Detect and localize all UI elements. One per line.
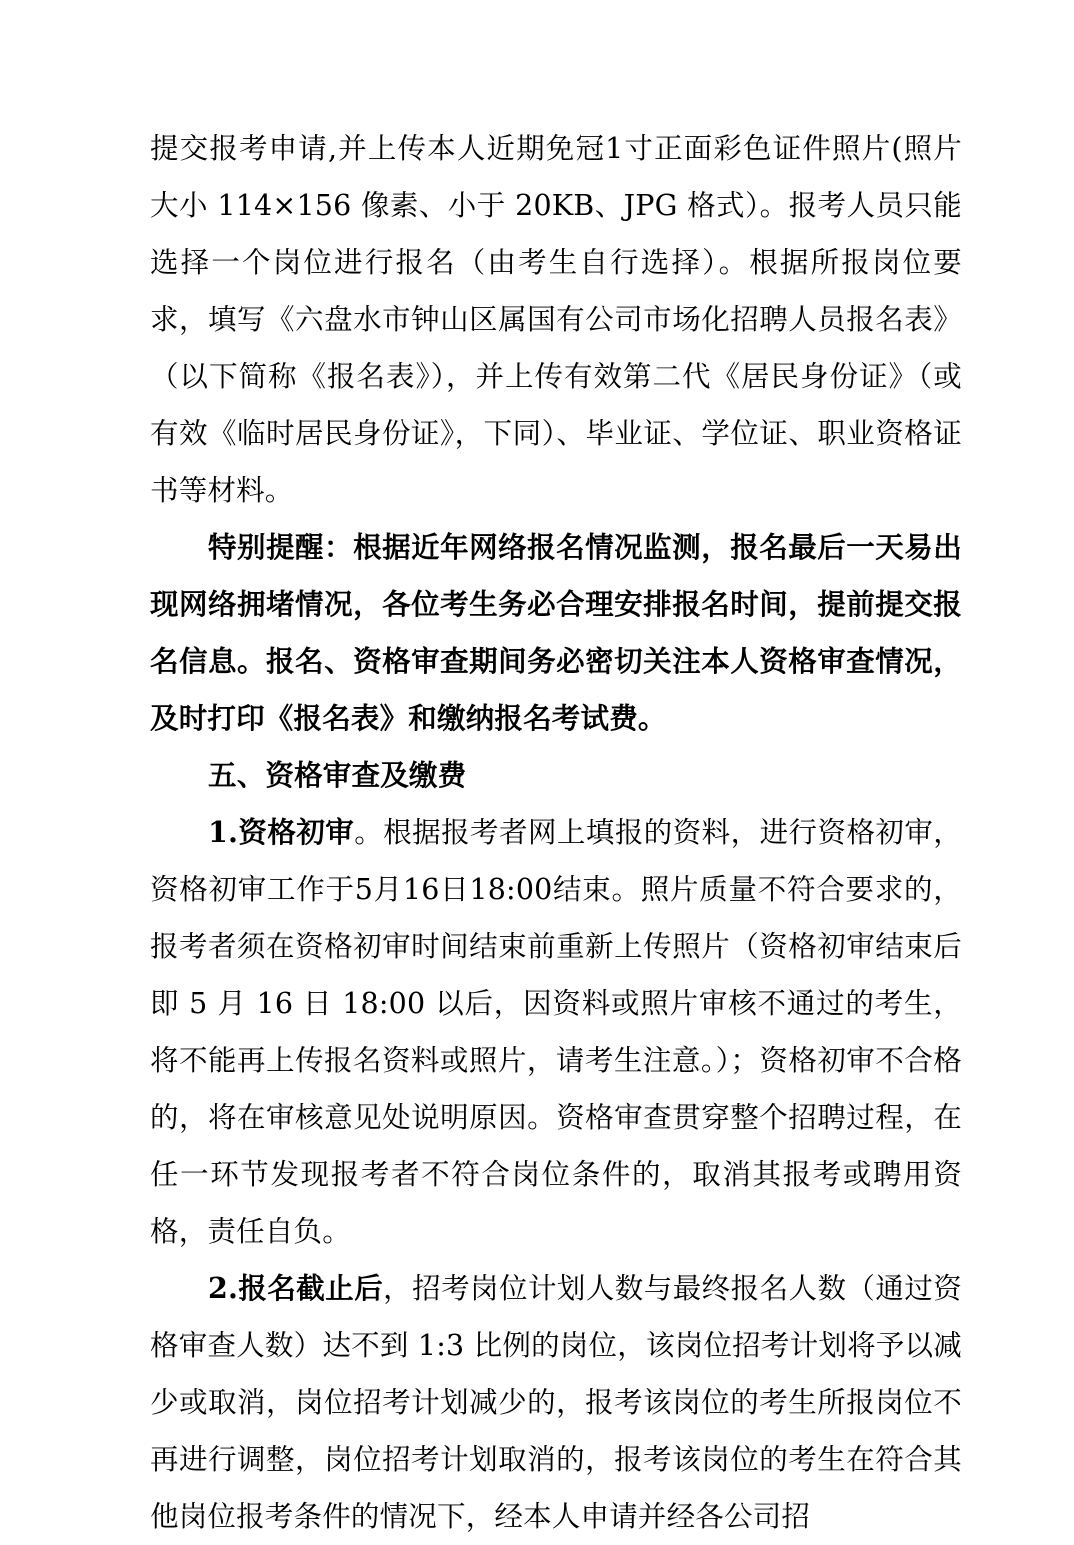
special-reminder-body: 根据近年网络报名情况监测，报名最后一天易出现网络拥堵情况，各位考生务必合理安排报名时间，提前提交报名信息。报名、资格审查期间务必密切关注本人资格审查情况，及时打印《报名表》和缴纳报名考试费。: [150, 530, 962, 735]
item-1-body: 。根据报考者网上填报的资料，进行资格初审，资格初审工作于5月16日18:00结束。照片质量不符合要求的，报考者须在资格初审时间结束前重新上传照片（资格初审结束后即 5 月 16 日 18:00 以后，因资料或照片审核不通过的考生，将不能再上传报名资料或照片，请考生注意。）；资格初审不合格的，将在审核意见处说明原因。资格审查贯穿整个招聘过程，在任一环节发现报考者不符合岗位条件的，取消其报考或聘用资格，责任自负。: [150, 816, 963, 1248]
paragraph-special-reminder: [150, 519, 962, 747]
item-2-lead: 2.报名截止后: [208, 1271, 384, 1305]
item-2-body: ，招考岗位计划人数与最终报名人数（通过资格审查人数）达不到 1:3 比例的岗位，该岗位招考计划将予以减少或取消，岗位招考计划减少的，报考该岗位的考生所报岗位不再进行调整，岗位招考计划取消的，报考该岗位的考生在符合其他岗位报考条件的情况下，经本人申请并经各公司招: [150, 1272, 962, 1533]
paragraph-item-2-after-deadline: [150, 1260, 962, 1545]
paragraph-registration-upload: 提交报考申请,并上传本人近期免冠1寸正面彩色证件照片(照片大小 114×156 像素、小于 20KB、JPG 格式）。报考人员只能选择一个岗位进行报名（由考生自行选择）。根据所报岗位要求，填写《六盘水市钟山区属国有公司市场化招聘人员报名表》（以下简称《报名表》），并上传有效第二代《居民身份证》（或有效《临时居民身份证》，下同）、毕业证、学位证、职业资格证书等材料。: [150, 132, 962, 507]
special-reminder-lead: 特别提醒：: [208, 530, 354, 564]
item-1-lead: 1.资格初审: [208, 815, 355, 849]
paragraph-item-1-preliminary-review: [150, 804, 962, 1260]
heading-section-five: 五、资格审查及缴费: [208, 758, 467, 792]
